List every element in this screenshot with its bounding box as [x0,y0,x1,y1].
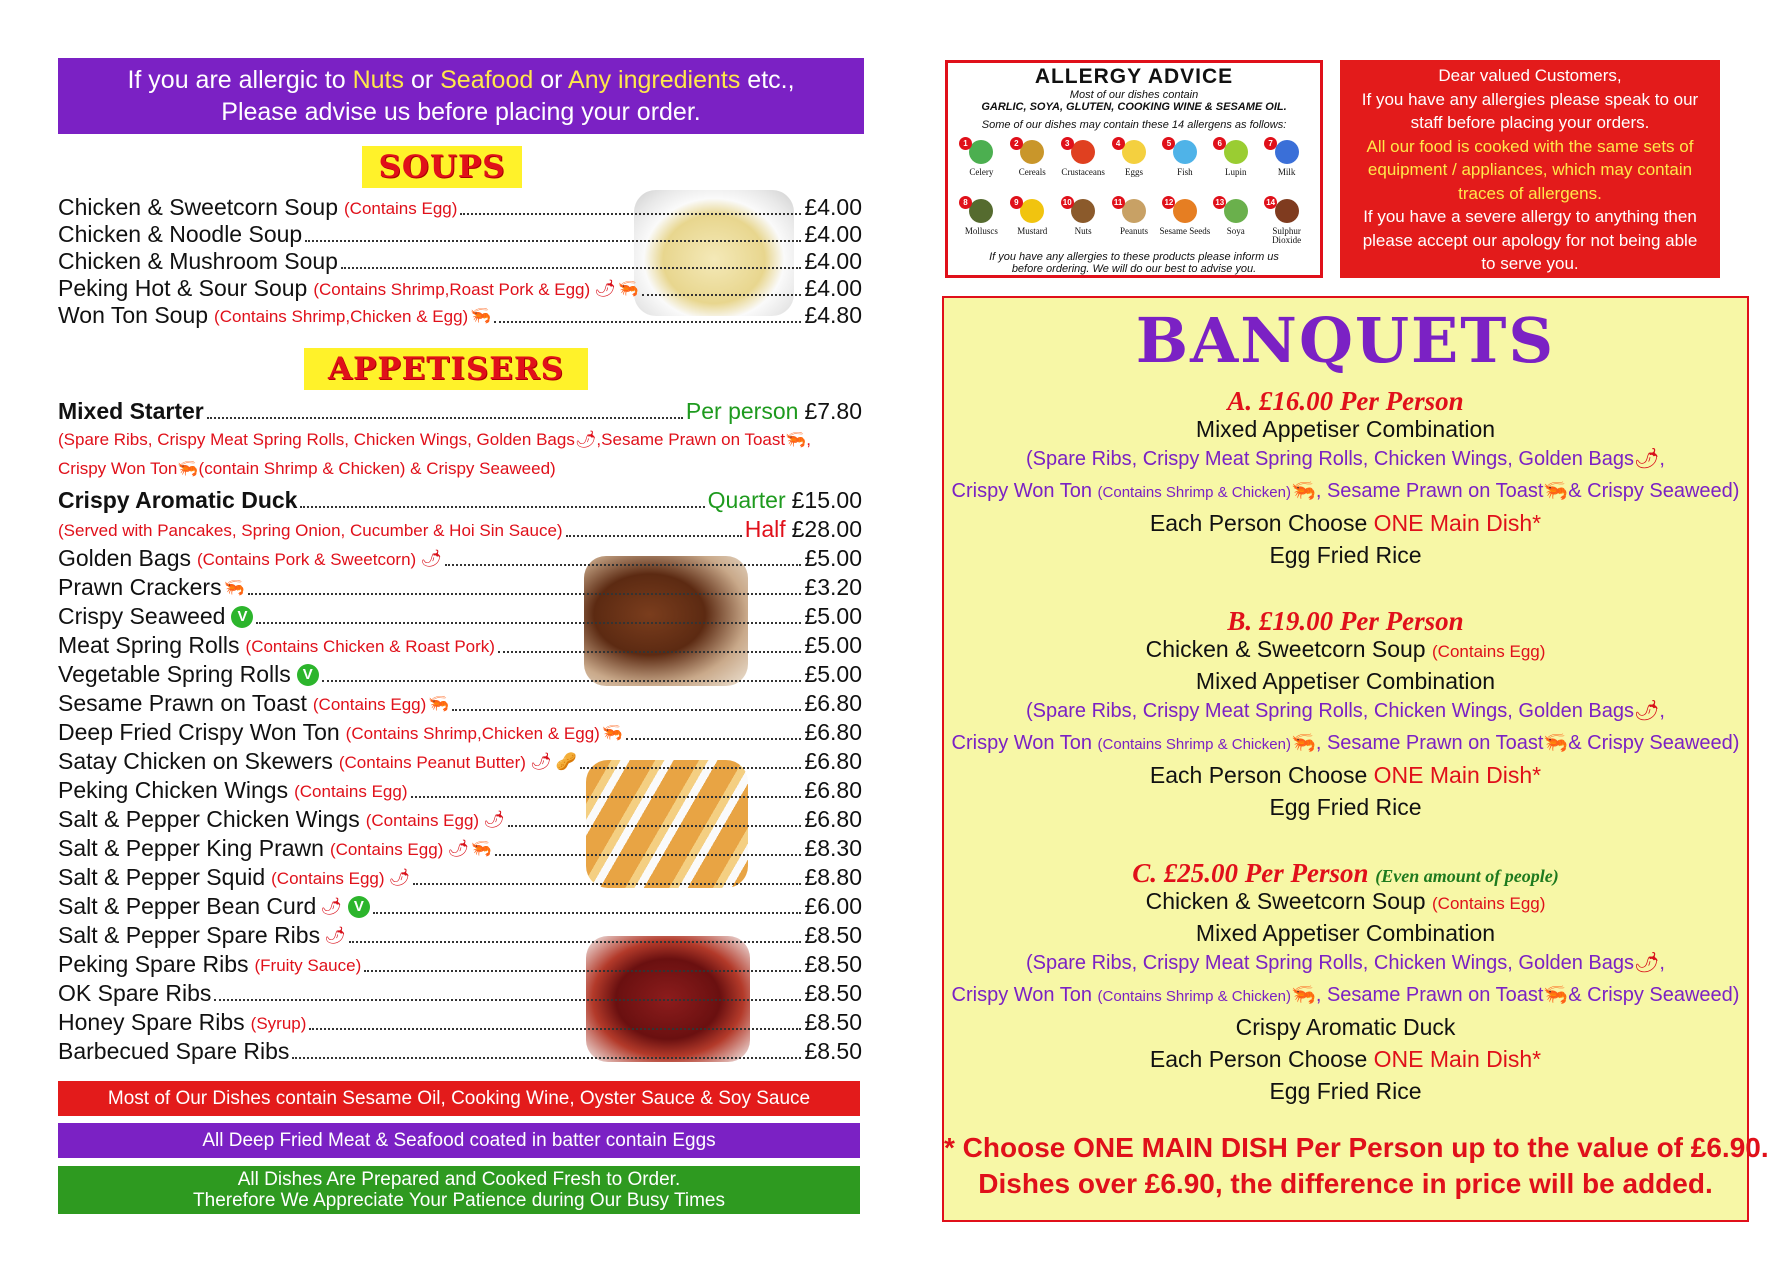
item-note: (Contains Egg) [312,695,427,714]
incl-text: Crispy Won Ton [951,732,1092,754]
menu-item [58,247,862,275]
item-price: £6.80 [804,806,862,832]
item-price: £3.20 [804,574,862,600]
leader-dots [300,506,704,508]
menu-item [58,602,862,630]
shrimp-icon: 🦐 [617,279,639,298]
heading-note: (Even amount of people) [1375,866,1559,886]
allergen-label: Sulphur Dioxide [1272,226,1302,245]
chili-icon: 🌶 [1634,448,1660,470]
vegetarian-icon: V [348,896,370,918]
item-note: (Contains Egg) [365,811,480,830]
item-name: OK Spare Ribs [58,980,212,1006]
choose-text: ONE Main Dish* [1373,762,1542,788]
item-name: Crispy Aromatic Duck [58,487,298,513]
item-name: Peking Spare Ribs [58,951,249,977]
leader-dots [305,240,801,242]
allergen-item [1007,135,1058,192]
chili-icon: 🌶 [324,926,346,945]
allergen-icon [1020,140,1044,164]
incl-text: Crispy Won Ton [951,480,1092,502]
item-price: £6.00 [804,893,862,919]
allergen-number: 7 [1264,137,1277,150]
item-name: Sesame Prawn on Toast [58,690,307,716]
notice-line: Dear valued Customers, [1438,66,1622,85]
allergen-label: Cereals [1018,167,1046,177]
allergen-icon [1224,199,1248,223]
notice-line: staff before placing your orders. [1410,113,1650,132]
desc-text: Crispy Won Ton [58,459,178,478]
notice-line: equipment / appliances, which may contain [1367,160,1693,179]
allergen-label: Molluscs [964,226,998,236]
allergen-icon [1224,140,1248,164]
allergen-label: Celery [969,167,994,177]
banquet-includes: (Spare Ribs, Crispy Meat Spring Rolls, Chicken Wings, Golden Bags🌶, [1026,952,1665,974]
allergen-item [1210,194,1261,251]
banquet-item: Crispy Aromatic Duck [1235,1014,1456,1040]
shrimp-icon: 🦐 [1543,480,1569,502]
allergen-icon [969,199,993,223]
item-name: Honey Spare Ribs [58,1009,245,1035]
allergen-label: Sesame Seeds [1159,226,1211,236]
shrimp-icon: 🦐 [1290,480,1316,502]
allergen-item [1007,194,1058,251]
item-note: (Contains Shrimp,Chicken & Egg) [345,724,600,743]
item-name: Peking Hot & Sour Soup [58,275,308,301]
allergen-grid [948,131,1320,251]
allergen-number: 10 [1061,196,1074,209]
banner-text: or [533,66,569,94]
soups-heading: SOUPS [362,146,522,188]
item-price: £28.00 [791,516,862,542]
shrimp-icon: 🦐 [177,459,199,478]
chili-icon: 🌶 [388,868,411,887]
item-name: Salt & Pepper Spare Ribs [58,922,321,948]
banquet-b-heading: B. £19.00 Per Person [1227,606,1464,636]
allergen-number: 6 [1213,137,1226,150]
notice-line: please accept our apology for not being able [1362,230,1698,250]
menu-item [58,863,862,891]
leader-dots [452,709,801,711]
choose-text: Each Person Choose [1149,1046,1374,1072]
leader-dots [364,970,801,972]
chili-icon: 🌶 [1634,952,1660,974]
allergen-item [1210,135,1261,192]
notice-line: All our food is cooked with the same sets of [1366,136,1694,156]
item-price: £6.80 [804,777,862,803]
banquet-includes [944,982,1747,1007]
incl-text: & Crispy Seaweed) [1568,984,1740,1006]
allergen-label: Milk [1277,167,1296,177]
item-note: (Syrup) [250,1014,307,1033]
allergen-icon [1122,140,1146,164]
item-price: £8.50 [804,951,862,977]
chili-icon: 🌶 [574,430,597,449]
incl-text: , Sesame Prawn on Toast [1315,480,1544,502]
leader-dots [494,321,801,323]
allergy-advice-sub: Most of our dishes contain [1069,89,1199,101]
banquet-choose-main [944,1046,1747,1073]
item-name: Satay Chicken on Skewers [58,748,333,774]
allergen-label: Fish [1177,167,1193,177]
banquet-main-dish-note: * Choose ONE MAIN DISH Per Person up to the value of £6.90. [944,1132,1769,1163]
allergy-advice-panel [945,60,1323,278]
incl-text: (Spare Ribs, Crispy Meat Spring Rolls, Chicken Wings, Golden Bags [1026,952,1635,974]
leader-dots [373,912,802,914]
allergy-advice-contains: GARLIC, SOYA, GLUTEN, COOKING WINE & SESAME OIL. [981,101,1287,113]
item-note: (Contains Egg) [329,840,444,859]
shrimp-icon: 🦐 [601,723,624,742]
menu-item [58,544,862,572]
item-note: (Contains Egg) [1432,642,1546,661]
incl-text: (Contains Shrimp & Chicken) [1097,736,1291,753]
menu-item [58,193,862,221]
desc-text: (Spare Ribs, Crispy Meat Spring Rolls, Chicken Wings, Golden Bags [58,430,575,449]
chili-icon: 🌶 [594,279,616,298]
incl-text: (Spare Ribs, Crispy Meat Spring Rolls, Chicken Wings, Golden Bags [1026,448,1635,470]
choose-text: ONE Main Dish* [1373,1046,1542,1072]
banquet-choose-main [944,510,1747,537]
allergen-icon [1071,199,1095,223]
leader-dots [460,213,801,215]
allergen-icon [969,140,993,164]
item-name: Prawn Crackers [58,574,222,600]
allergy-advice-note: before ordering. We will do our best to advise you. [1011,263,1257,275]
item-price: £8.80 [804,864,862,890]
banquet-item: Egg Fried Rice [1269,542,1422,568]
leader-dots [411,796,802,798]
allergen-item [956,135,1007,192]
shrimp-icon: 🦐 [470,839,493,858]
item-price: £6.80 [804,690,862,716]
item-text: Chicken & Sweetcorn Soup [1145,888,1426,914]
allergen-icon [1275,140,1299,164]
item-note: (Contains Shrimp,Roast Pork & Egg) [313,280,591,299]
allergen-item [1058,135,1109,192]
allergen-number: 2 [1010,137,1023,150]
item-description [58,459,556,479]
allergen-number: 4 [1112,137,1125,150]
banquets-panel [942,296,1769,1222]
item-note: (Contains Egg) [1432,894,1546,913]
allergy-advice-note: If you have any allergies to these products please inform us [989,251,1279,263]
banquet-item: Mixed Appetiser Combination [1195,416,1496,442]
item-price: £4.80 [804,302,862,328]
leader-dots [214,999,801,1001]
notice-line: traces of allergens. [1458,183,1602,203]
item-price: £4.00 [804,275,862,301]
banquets-title: BANQUETS [1135,304,1556,377]
shrimp-icon: 🦐 [428,694,450,713]
leader-dots [580,767,802,769]
leader-dots [292,1057,801,1059]
sesame-oil-notice: Most of Our Dishes contain Sesame Oil, Cooking Wine, Oyster Sauce & Soy Sauce [58,1081,860,1116]
allergen-icon [1173,199,1197,223]
banquet-item: Egg Fried Rice [1269,1078,1422,1104]
leader-dots [207,417,683,419]
allergen-item [1159,135,1210,192]
item-name: Chicken & Sweetcorn Soup [58,194,338,220]
batter-eggs-notice: All Deep Fried Meat & Seafood coated in batter contain Eggs [58,1123,860,1158]
allergen-item [1109,194,1160,251]
banner-any-ingredients: Any ingredients [568,66,741,94]
item-name: Chicken & Mushroom Soup [58,248,338,274]
allergen-item [956,194,1007,251]
allergen-item [1109,135,1160,192]
allergen-item [1261,194,1312,251]
banquet-includes [944,730,1747,755]
allergen-number: 13 [1213,196,1226,209]
leader-dots [566,535,742,537]
desc-text: (contain Shrimp & Chicken) & Crispy Seaweed) [198,459,556,478]
item-price: £6.80 [804,748,862,774]
banquet-item: Egg Fried Rice [1269,794,1422,820]
item-price: £6.80 [804,719,862,745]
banquet-includes: (Spare Ribs, Crispy Meat Spring Rolls, Chicken Wings, Golden Bags🌶, [1026,448,1665,470]
item-note: (Contains Egg) [294,782,408,801]
item-price: £4.00 [804,248,862,274]
desc-text: ,Sesame Prawn on Toast [596,430,786,449]
choose-text: Each Person Choose [1149,762,1374,788]
menu-item [58,1037,862,1065]
item-name: Golden Bags [58,545,191,571]
item-name: Mixed Starter [58,398,204,424]
item-name: Crispy Seaweed [58,603,226,629]
item-price: £8.50 [804,1009,862,1035]
banner-text: or [404,66,441,94]
peanut-icon: 🥜 [555,752,577,771]
leader-dots [445,564,802,566]
menu-item [58,1008,862,1036]
incl-text: (Spare Ribs, Crispy Meat Spring Rolls, Chicken Wings, Golden Bags [1026,700,1635,722]
menu-item [58,573,862,601]
item-name: Meat Spring Rolls [58,632,240,658]
item-name: Salt & Pepper Bean Curd [58,893,317,919]
vegetarian-icon: V [231,606,253,628]
notice-line: If you have a severe allergy to anything then [1363,207,1697,226]
allergen-number: 9 [1010,196,1023,209]
item-name: Won Ton Soup [58,302,209,328]
leader-dots [309,1028,801,1030]
item-name: Salt & Pepper Squid [58,864,266,890]
appetisers-heading: APPETISERS [304,348,588,390]
item-price: £8.50 [804,922,862,948]
allergen-item [1058,194,1109,251]
chili-icon: 🌶 [483,810,505,829]
item-price: £5.00 [804,603,862,629]
banner-nuts: Nuts [352,66,404,94]
leader-dots [248,593,802,595]
leader-dots [626,738,801,740]
item-note: (Contains Pork & Sweetcorn) [196,550,417,569]
item-price: £7.80 [804,398,862,424]
allergen-label: Eggs [1124,167,1143,177]
menu-item [58,747,862,775]
leader-dots [349,941,802,943]
fresh-cooked-notice [58,1166,860,1214]
notice-line: All Dishes Are Prepared and Cooked Fresh to Order. [237,1169,681,1190]
item-description: (Spare Ribs, Crispy Meat Spring Rolls, Chicken Wings, Golden Bags🌶,Sesame Prawn on Toast🦐, [58,430,812,449]
notice-line: to serve you. [1481,254,1579,273]
item-name: Barbecued Spare Ribs [58,1038,290,1064]
notice-line: If you have any allergies please speak to our [1361,89,1699,109]
banner-text: If you are allergic to [127,66,353,94]
item-note: (Contains Peanut Butter) [338,753,526,772]
menu-item-duck-half [58,515,862,543]
incl-text: Crispy Won Ton [951,984,1092,1006]
item-price: £8.30 [804,835,862,861]
vegetarian-icon: V [297,664,319,686]
incl-text: & Crispy Seaweed) [1568,732,1740,754]
incl-text: (Contains Shrimp & Chicken) [1097,484,1291,501]
item-note: (Contains Chicken & Roast Pork) [245,637,495,656]
banquet-item [944,888,1747,915]
leader-dots [642,294,802,296]
menu-item [58,921,862,949]
shrimp-icon: 🦐 [1543,984,1569,1006]
menu-item [58,805,862,833]
leader-dots [508,825,802,827]
menu-item [58,631,862,659]
allergen-number: 12 [1162,196,1175,209]
allergen-item [1159,194,1210,251]
item-price: £4.00 [804,194,862,220]
item-price: £8.50 [804,1038,862,1064]
allergen-label: Mustard [1017,226,1048,236]
item-qualifier: Per person [685,398,799,424]
chili-icon: 🌶 [320,897,342,916]
item-text: Chicken & Sweetcorn Soup [1145,636,1426,662]
menu-item [58,660,862,688]
menu-item [58,274,862,302]
menu-item [58,892,862,920]
item-qualifier: Quarter [707,487,786,513]
leader-dots [256,622,801,624]
allergen-number: 5 [1162,137,1175,150]
allergen-icon [1122,199,1146,223]
banner-text: etc., [740,66,795,94]
chili-icon: 🌶 [447,839,469,858]
shrimp-icon: 🦐 [223,578,245,597]
item-price: £5.00 [804,545,862,571]
chili-icon: 🌶 [529,752,552,771]
incl-text: & Crispy Seaweed) [1568,480,1740,502]
shrimp-icon: 🦐 [1543,732,1569,754]
item-name: Vegetable Spring Rolls [58,661,291,687]
banquet-item: Mixed Appetiser Combination [1195,668,1496,694]
item-name: Deep Fried Crispy Won Ton [58,719,340,745]
item-qualifier: Half [744,516,786,542]
banquet-choose-main [944,762,1747,789]
allergen-icon [1020,199,1044,223]
allergen-icon [1173,140,1197,164]
choose-text: ONE Main Dish* [1373,510,1542,536]
allergen-icon [1275,199,1299,223]
allergy-warning-banner [58,58,864,134]
banquet-item [944,636,1747,663]
item-note: (Contains Egg) [271,869,385,888]
notice-line: Therefore We Appreciate Your Patience during Our Busy Times [193,1190,725,1211]
allergen-item [1261,135,1312,192]
item-price: £4.00 [804,221,862,247]
banner-line-2: Please advise us before placing your order. [221,98,701,126]
menu-item-mixed-starter [58,397,862,425]
allergy-advice-14: Some of our dishes may contain these 14 allergens as follows: [981,119,1287,131]
leader-dots [498,651,801,653]
leader-dots [413,883,801,885]
choose-text: Each Person Choose [1149,510,1374,536]
menu-item [58,979,862,1007]
shrimp-icon: 🦐 [1290,984,1316,1006]
leader-dots [495,854,801,856]
allergen-label: Peanuts [1119,226,1148,236]
item-name: Salt & Pepper King Prawn [58,835,324,861]
allergen-label: Lupin [1224,167,1247,177]
allergen-label: Crustaceans [1061,167,1105,177]
incl-text: , Sesame Prawn on Toast [1315,984,1544,1006]
incl-text: , Sesame Prawn on Toast [1315,732,1544,754]
shrimp-icon: 🦐 [785,430,807,449]
banquet-a-heading: A. £16.00 Per Person [1227,386,1464,416]
allergen-number: 8 [959,196,972,209]
item-price: £5.00 [804,661,862,687]
menu-item [58,950,862,978]
banner-seafood: Seafood [440,66,534,94]
shrimp-icon: 🦐 [470,306,492,325]
shrimp-icon: 🦐 [1290,732,1316,754]
chili-icon: 🌶 [1634,700,1660,722]
menu-item [58,220,862,248]
item-name: Peking Chicken Wings [58,777,289,803]
banquet-item: Mixed Appetiser Combination [1195,920,1496,946]
allergen-number: 1 [959,137,972,150]
customer-notice-panel [1340,60,1720,278]
allergen-number: 3 [1061,137,1074,150]
allergen-label: Nuts [1074,226,1092,236]
menu-item [58,718,862,746]
banquet-price-note: Dishes over £6.90, the difference in price will be added. [978,1168,1713,1199]
allergen-icon [1071,140,1095,164]
allergen-number: 11 [1112,196,1125,209]
item-note: (Contains Shrimp,Chicken & Egg) [214,307,469,326]
leader-dots [341,267,801,269]
item-note: (Contains Egg) [344,199,458,218]
item-price: £8.50 [804,980,862,1006]
allergen-number: 14 [1264,196,1277,209]
menu-item [58,776,862,804]
menu-item-duck [58,486,862,514]
leader-dots [322,680,802,682]
item-price: £15.00 [791,487,862,513]
item-name: Salt & Pepper Chicken Wings [58,806,360,832]
banquet-c-heading [944,858,1747,889]
item-name: Chicken & Noodle Soup [58,221,303,247]
chili-icon: 🌶 [420,549,442,568]
banquet-includes [944,478,1747,503]
item-note: (Fruity Sauce) [254,956,362,975]
item-price: £5.00 [804,632,862,658]
menu-item [58,689,862,717]
allergen-label: Soya [1226,226,1245,236]
menu-item [58,834,862,862]
heading-text: C. £25.00 Per Person [1132,858,1369,888]
incl-text: (Contains Shrimp & Chicken) [1097,988,1291,1005]
menu-item [58,301,862,329]
banquet-includes: (Spare Ribs, Crispy Meat Spring Rolls, Chicken Wings, Golden Bags🌶, [1026,700,1665,722]
item-note: (Served with Pancakes, Spring Onion, Cucumber & Hoi Sin Sauce) [58,521,563,540]
allergy-advice-title: ALLERGY ADVICE [1034,65,1234,88]
